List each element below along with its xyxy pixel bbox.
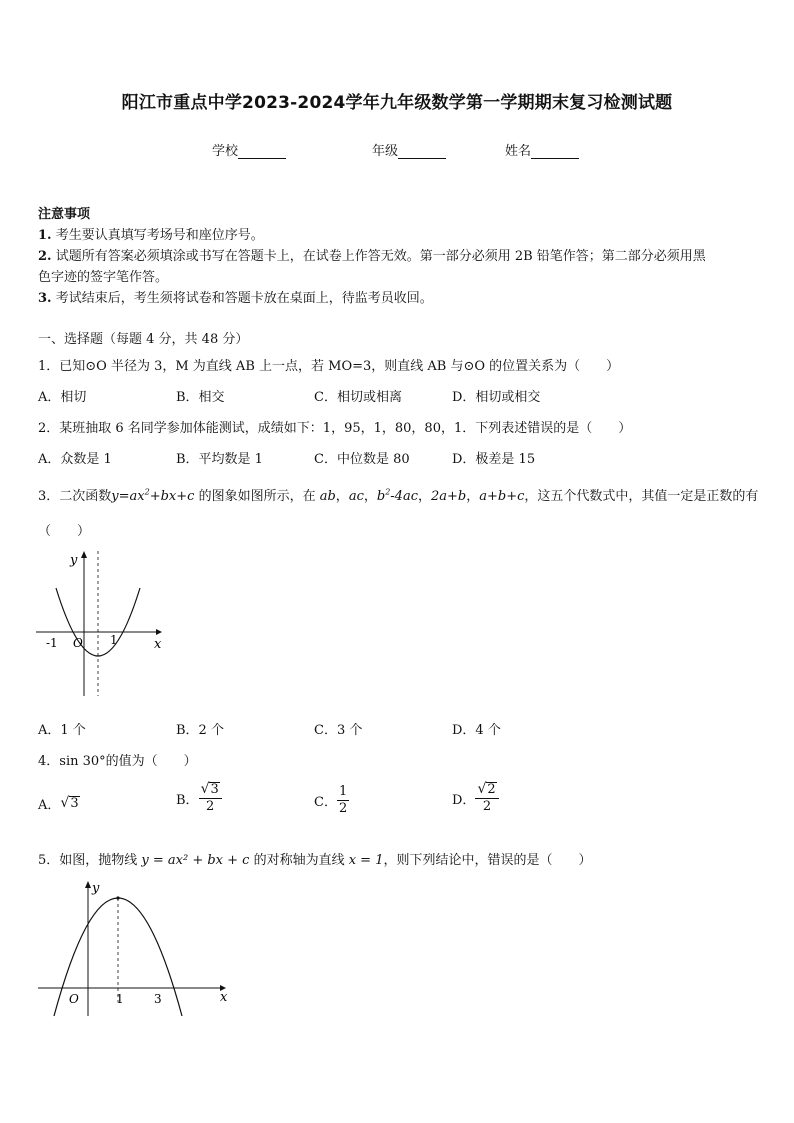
- fraction: √ 2 2: [475, 782, 498, 816]
- notice-item-2-cont: 色字迹的签字笔作答。: [38, 270, 169, 285]
- notice-item-3: [38, 287, 433, 306]
- q3-suffix: ，这五个代数式中，其值一定是正数的有: [524, 489, 759, 504]
- q2-option-d: D．极差是 15: [452, 452, 536, 467]
- tick-minus-1: -1: [46, 636, 58, 650]
- school-blank: [238, 145, 286, 159]
- notice-num: 2.: [38, 249, 52, 264]
- y-label: y: [92, 881, 100, 896]
- fraction: $\frac{1}{2}$: [338, 784, 348, 817]
- q3-expr-a-b-c: a+b+c: [479, 489, 525, 504]
- q1-option-a: A．相切: [38, 390, 87, 405]
- name-field: [505, 140, 579, 159]
- tick-1: 1: [110, 633, 118, 647]
- q4-option-b: B． √ 3 2: [176, 782, 222, 816]
- page-title: 阳江市重点中学2023-2024学年九年级数学第一学期期末复习检测试题: [121, 93, 673, 113]
- notice-text: 考生要认真填写考场号和座位序号。: [55, 228, 264, 243]
- q3-expr-ab: ab: [319, 489, 336, 504]
- q2-option-a: A．众数是 1: [38, 452, 112, 467]
- notice-item-2: [38, 245, 706, 264]
- y-label: y: [70, 553, 78, 568]
- tick-1: 1: [116, 992, 124, 1006]
- q3-expr-discriminant: $b^2-4ac$: [376, 487, 418, 504]
- q5-stem: [38, 849, 592, 868]
- q3-expr-2a-b: 2a+b: [431, 489, 467, 504]
- q4-stem: 4．sin 30°的值为（ ）: [38, 754, 197, 769]
- q1-stem: 1．已知⊙O 半径为 3，M 为直线 AB 上一点，若 MO=3，则直线 AB 与⊙O 的位置关系为（ ）: [38, 359, 620, 374]
- q3-parabola-graph: [36, 546, 166, 706]
- q2-option-b: B．平均数是 1: [176, 452, 263, 467]
- q4-option-c: C． $\frac{1}{2}$: [314, 784, 348, 817]
- q5-formula: y = ax² + bx + c: [141, 853, 250, 868]
- name-blank: [531, 145, 579, 159]
- q4-option-d: D． √ 2 2: [452, 782, 499, 816]
- school-field: [212, 140, 286, 159]
- q3-func: $y=ax^2+bx+c$: [111, 487, 195, 504]
- notice-num: 3.: [38, 291, 52, 306]
- origin-label: O: [69, 992, 79, 1006]
- q2-stem: 2．某班抽取 6 名同学参加体能测试，成绩如下：1，95，1，80，80，1．下列表述错误的是（ ）: [38, 421, 632, 436]
- q3-option-c: C．3 个: [314, 723, 363, 738]
- q3-option-a: A．1 个: [38, 723, 86, 738]
- q1-option-d: D．相切或相交: [452, 390, 541, 405]
- q5-axis: x = 1: [348, 853, 384, 868]
- notice-item-1: [38, 224, 264, 243]
- q3-answer-paren: （ ）: [38, 524, 91, 539]
- q5-prefix: 5．如图，抛物线: [38, 853, 142, 868]
- grade-field: [372, 140, 446, 159]
- section-title: 一、选择题（每题 4 分，共 48 分）: [38, 332, 249, 347]
- school-label: 学校: [212, 144, 239, 159]
- name-label: 姓名: [505, 144, 532, 159]
- q1-option-c: C．相切或相离: [314, 390, 402, 405]
- origin-label: O: [73, 636, 83, 650]
- fraction: √ 3 2: [199, 782, 222, 816]
- y-axis-arrow: [81, 551, 87, 558]
- x-axis-arrow: [156, 629, 162, 635]
- notice-text: 考试结束后，考生须将试卷和答题卡放在桌面上，待监考员收回。: [55, 291, 433, 306]
- grade-blank: [398, 145, 446, 159]
- grade-label: 年级: [372, 144, 399, 159]
- q3-prefix: 3．二次函数: [38, 489, 112, 504]
- q3-stem: 3．二次函数$y=ax^2+bx+c$ 的图象如图所示，在 ab，ac，$b^2-4ac$，2a+b，a+b+c，这五个代数式中，其值一定是正数的有: [38, 487, 759, 504]
- notice-heading: 注意事项: [38, 207, 91, 222]
- sqrt-expression: √ 3: [60, 794, 79, 811]
- q3-expr-ac: ac: [348, 489, 364, 504]
- x-label: x: [154, 637, 162, 652]
- q3-option-d: D．4 个: [452, 723, 501, 738]
- tick-3: 3: [154, 992, 162, 1006]
- q5-suffix: ，则下列结论中，错误的是（ ）: [383, 853, 592, 868]
- q3-middle: 的图象如图所示，在: [194, 489, 320, 504]
- q2-option-c: C．中位数是 80: [314, 452, 410, 467]
- x-label: x: [220, 990, 228, 1005]
- q4-option-a: A． √ 3: [38, 794, 79, 813]
- q3-option-b: B．2 个: [176, 723, 224, 738]
- q5-parabola-graph: [36, 878, 236, 1023]
- notice-text: 试题所有答案必须填涂或书写在答题卡上，在试卷上作答无效。第一部分必须用 2B 铅笔作答；第二部分必须用黑: [55, 249, 706, 264]
- q1-option-b: B．相交: [176, 390, 225, 405]
- notice-num: 1.: [38, 228, 52, 243]
- q5-middle: 的对称轴为直线: [249, 853, 349, 868]
- y-axis-arrow: [85, 881, 91, 888]
- parabola-curve: [56, 588, 140, 656]
